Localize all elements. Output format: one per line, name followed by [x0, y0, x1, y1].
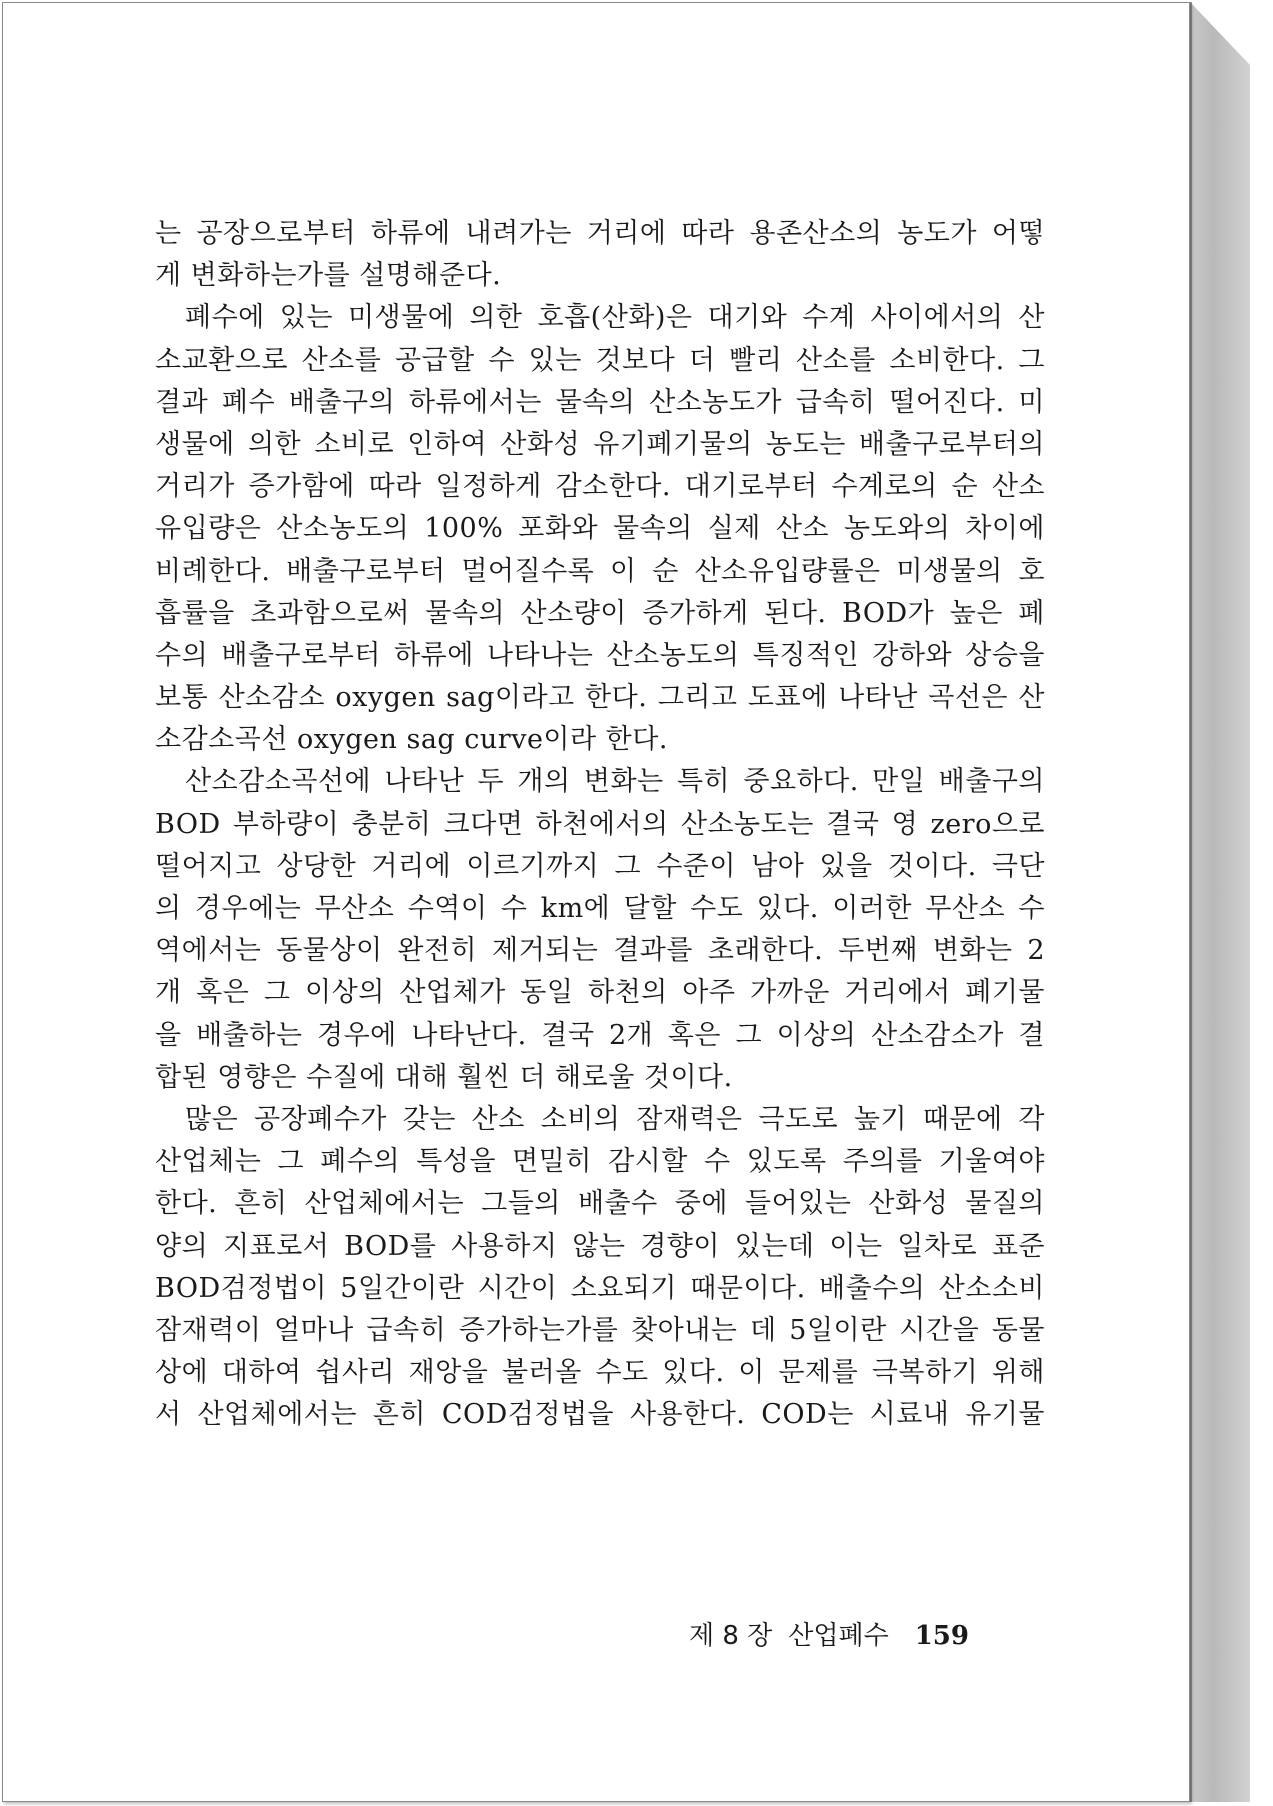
- text-line: BOD검정법이 5일간이란 시간이 소요되기 때문이다. 배출수의 산소소비: [155, 1272, 1045, 1304]
- text-line: 산소감소곡선에 나타난 두 개의 변화는 특히 중요하다. 만일 배출구의: [185, 766, 1045, 798]
- book-side-edge: [1190, 2, 1250, 1802]
- text-line: 폐수에 있는 미생물에 의한 호흡(산화)은 대기와 수계 사이에서의 산: [185, 302, 1045, 334]
- text-line: 거리가 증가함에 따라 일정하게 감소한다. 대기로부터 수계로의 순 산소: [155, 471, 1045, 503]
- page-footer: [673, 1615, 969, 1652]
- text-line: 유입량은 산소농도의 100% 포화와 물속의 실제 산소 농도와의 차이에: [155, 513, 1045, 545]
- book-page: [2, 2, 1190, 1802]
- text-line: 합된 영향은 수질에 대해 훨씬 더 해로울 것이다.: [155, 1061, 733, 1093]
- chapter-title: 산업폐수: [788, 1621, 889, 1651]
- text-line: 역에서는 동물상이 완전히 제거되는 결과를 초래한다. 두번째 변화는 2: [155, 935, 1045, 967]
- page-number: 159: [914, 1621, 969, 1651]
- page-body-text: [155, 213, 1045, 1436]
- text-line: 한다. 흔히 산업체에서는 그들의 배출수 중에 들어있는 산화성 물질의: [155, 1188, 1045, 1220]
- text-line: 생물에 의한 소비로 인하여 산화성 유기폐기물의 농도는 배출구로부터의: [155, 428, 1045, 460]
- text-line: 는 공장으로부터 하류에 내려가는 거리에 따라 용존산소의 농도가 어떻: [155, 218, 1045, 249]
- text-line: 소교환으로 산소를 공급할 수 있는 것보다 더 빨리 산소를 소비한다. 그: [155, 344, 1045, 376]
- text-line: 의 경우에는 무산소 수역이 수 km에 달할 수도 있다. 이러한 무산소 수: [155, 893, 1045, 924]
- text-line: 잠재력이 얼마나 급속히 증가하는가를 찾아내는 데 5일이란 시간을 동물: [155, 1314, 1045, 1346]
- book-spine-line: [1190, 2, 1192, 1802]
- text-line: 을 배출하는 경우에 나타난다. 결국 2개 혹은 그 이상의 산소감소가 결: [155, 1019, 1045, 1051]
- text-line: BOD 부하량이 충분히 크다면 하천에서의 산소농도는 결국 영 zero으로: [155, 808, 1045, 840]
- text-line: 수의 배출구로부터 하류에 나타나는 산소농도의 특징적인 강하와 상승을: [155, 639, 1045, 671]
- text-line: 흡률을 초과함으로써 물속의 산소량이 증가하게 된다. BOD가 높은 폐: [155, 597, 1045, 629]
- text-line: 상에 대하여 쉽사리 재앙을 불러올 수도 있다. 이 문제를 극복하기 위해: [155, 1357, 1045, 1389]
- text-line: 결과 폐수 배출구의 하류에서는 물속의 산소농도가 급속히 떨어진다. 미: [155, 386, 1045, 418]
- chapter-label: 제 8 장: [688, 1621, 773, 1651]
- text-line: 게 변화하는가를 설명해준다.: [155, 260, 502, 292]
- text-line: 서 산업체에서는 흔히 COD검정법을 사용한다. COD는 시료내 유기물: [155, 1399, 1045, 1431]
- text-line: 양의 지표로서 BOD를 사용하지 않는 경향이 있는데 이는 일차로 표준: [155, 1230, 1045, 1262]
- text-line: 떨어지고 상당한 거리에 이르기까지 그 수준이 남아 있을 것이다. 극단: [155, 850, 1045, 882]
- text-line: 보통 산소감소 oxygen sag이라고 한다. 그리고 도표에 나타난 곡선은 산: [155, 682, 1045, 714]
- text-line: 소감소곡선 oxygen sag curve이라 한다.: [155, 724, 668, 756]
- text-line: 비례한다. 배출구로부터 멀어질수록 이 순 산소유입량률은 미생물의 호: [155, 555, 1045, 587]
- text-line: 개 혹은 그 이상의 산업체가 동일 하천의 아주 가까운 거리에서 폐기물: [155, 977, 1045, 1009]
- text-line: 많은 공장폐수가 갖는 산소 소비의 잠재력은 극도로 높기 때문에 각: [185, 1103, 1045, 1135]
- text-line: 산업체는 그 폐수의 특성을 면밀히 감시할 수 있도록 주의를 기울여야: [155, 1146, 1045, 1178]
